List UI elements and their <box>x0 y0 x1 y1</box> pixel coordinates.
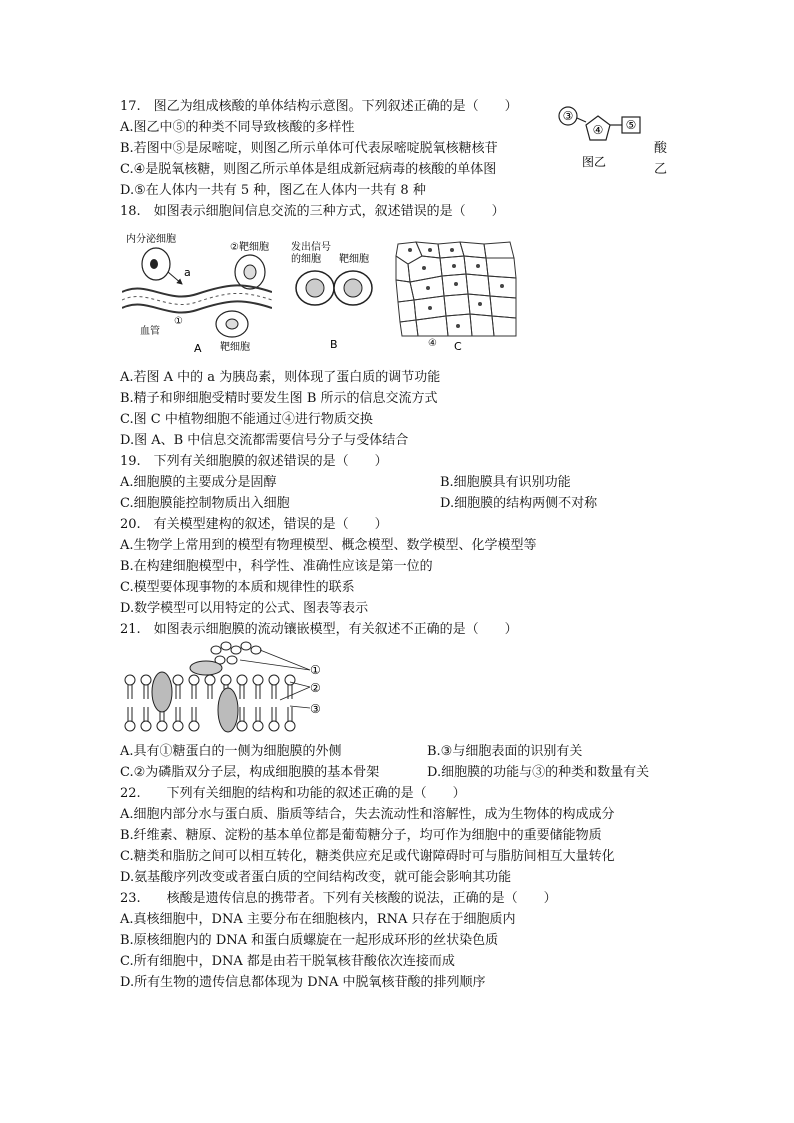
q22-option-d: D.氨基酸序列改变或者蛋白质的空间结构改变，就可能会影响其功能 <box>120 870 512 885</box>
q23-option-b: B.原核细胞内的 DNA 和蛋白质螺旋在一起形成环形的丝状染色质 <box>120 933 499 948</box>
q18-option-b: B.精子和卵细胞受精时要发生图 B 所示的信息交流方式 <box>120 391 438 406</box>
q17-option-b-wrap: 酸 <box>654 141 668 156</box>
q23-option-a: A.真核细胞中，DNA 主要分布在细胞核内，RNA 只存在于细胞质内 <box>120 912 516 927</box>
q18-option-d: D.图 A、B 中信息交流都需要信号分子与受体结合 <box>120 433 409 448</box>
target-cell-label-1: ②靶细胞 <box>230 242 269 253</box>
q21-figure-membrane <box>120 640 340 744</box>
q17-option-c-wrap: 乙 <box>654 162 668 177</box>
q18-figure-C <box>394 238 519 357</box>
q19-option-c: C.细胞膜能控制物质出入细胞 <box>120 496 290 511</box>
q21-option-d: D.细胞膜的功能与③的种类和数量有关 <box>427 765 650 780</box>
q19-option-a: A.细胞膜的主要成分是固醇 <box>120 475 277 490</box>
q19-option-d: D.细胞膜的结构两侧不对称 <box>440 496 598 511</box>
target-cell-label-2: 靶细胞 <box>220 342 250 353</box>
label-2: ② <box>310 681 321 695</box>
q19-stem: 19. 下列有关细胞膜的叙述错误的是（ ） <box>120 454 388 469</box>
q20-option-c: C.模型要体现事物的本质和规律性的联系 <box>120 580 355 595</box>
sender-label-2: 的细胞 <box>291 254 321 265</box>
q20-stem: 20. 有关模型建构的叙述，错误的是（ ） <box>120 517 388 532</box>
label-5: ⑤ <box>625 118 637 132</box>
q18-stem: 18. 如图表示细胞间信息交流的三种方式，叙述错误的是（ ） <box>120 204 505 219</box>
signal-a-label: a <box>184 266 191 279</box>
q21-stem: 21. 如图表示细胞膜的流动镶嵌模型，有关叙述不正确的是（ ） <box>120 622 518 637</box>
q17-stem: 17. 图乙为组成核酸的单体结构示意图。下列叙述正确的是（ ） <box>120 99 518 114</box>
q18-figure-A <box>122 228 272 362</box>
q17-option-a: A.图乙中⑤的种类不同导致核酸的多样性 <box>120 120 355 135</box>
q22-stem: 22. 下列有关细胞的结构和功能的叙述正确的是（ ） <box>120 786 466 801</box>
q18-option-c: C.图 C 中植物细胞不能通过④进行物质交换 <box>120 412 373 427</box>
q23-option-c: C.所有细胞中，DNA 都是由若干脱氧核苷酸依次连接而成 <box>120 954 455 969</box>
q19-option-b: B.细胞膜具有识别功能 <box>440 475 571 490</box>
label-1: ① <box>174 316 183 327</box>
label-3: ③ <box>562 109 574 123</box>
sender-label-1: 发出信号 <box>291 242 331 253</box>
q21-option-a: A.具有①糖蛋白的一侧为细胞膜的外侧 <box>120 744 342 759</box>
target-cell-label: 靶细胞 <box>339 254 369 265</box>
q20-option-b: B.在构建细胞模型中，科学性、准确性应该是第一位的 <box>120 559 433 574</box>
integral-protein-2 <box>218 688 238 732</box>
q17-option-d: D.⑤在人体内一共有 5 种，图乙在人体内一共有 8 种 <box>120 183 426 198</box>
q17-figure-nucleotide <box>556 104 656 178</box>
q18-figure-B <box>285 238 385 357</box>
label-3: ③ <box>310 702 321 716</box>
q23-stem: 23. 核酸是遗传信息的携带者。下列有关核酸的说法，正确的是（ ） <box>120 891 557 906</box>
q20-option-d: D.数学模型可以用特定的公式、图表等表示 <box>120 601 369 616</box>
q21-option-b: B.③与细胞表面的识别有关 <box>427 744 583 759</box>
q17-option-b: B.若图中⑤是尿嘧啶，则图乙所示单体可代表尿嘧啶脱氧核糖核苷 <box>120 141 498 156</box>
q21-option-c: C.②为磷脂双分子层，构成细胞膜的基本骨架 <box>120 765 380 780</box>
endocrine-cell-label: 内分泌细胞 <box>126 234 176 245</box>
vessel-label: 血管 <box>140 326 160 337</box>
label-4: ④ <box>428 338 437 349</box>
label-1: ① <box>310 663 321 677</box>
q23-option-d: D.所有生物的遗传信息都体现为 DNA 中脱氧核苷酸的排列顺序 <box>120 975 486 990</box>
q17-option-c: C.④是脱氧核糖，则图乙所示单体是组成新冠病毒的核酸的单体图 <box>120 162 497 177</box>
figure-caption: 图乙 <box>581 155 607 169</box>
q22-option-c: C.糖类和脂肪之间可以相互转化，糖类供应充足或代谢障碍时可与脂肪间相互大量转化 <box>120 849 615 864</box>
q20-option-a: A.生物学上常用到的模型有物理模型、概念模型、数学模型、化学模型等 <box>120 538 537 553</box>
figure-B-label: B <box>330 338 338 351</box>
integral-protein-1 <box>152 672 172 712</box>
peripheral-protein <box>190 661 222 675</box>
q18-option-a: A.若图 A 中的 a 为胰岛素，则体现了蛋白质的调节功能 <box>120 370 441 385</box>
figure-C-label: C <box>454 340 462 353</box>
label-4: ④ <box>592 123 604 137</box>
q22-option-a: A.细胞内部分水与蛋白质、脂质等结合，失去流动性和溶解性，成为生物体的构成成分 <box>120 807 615 822</box>
q22-option-b: B.纤维素、糖原、淀粉的基本单位都是葡萄糖分子，均可作为细胞中的重要储能物质 <box>120 828 602 843</box>
figure-A-label: A <box>194 342 202 355</box>
